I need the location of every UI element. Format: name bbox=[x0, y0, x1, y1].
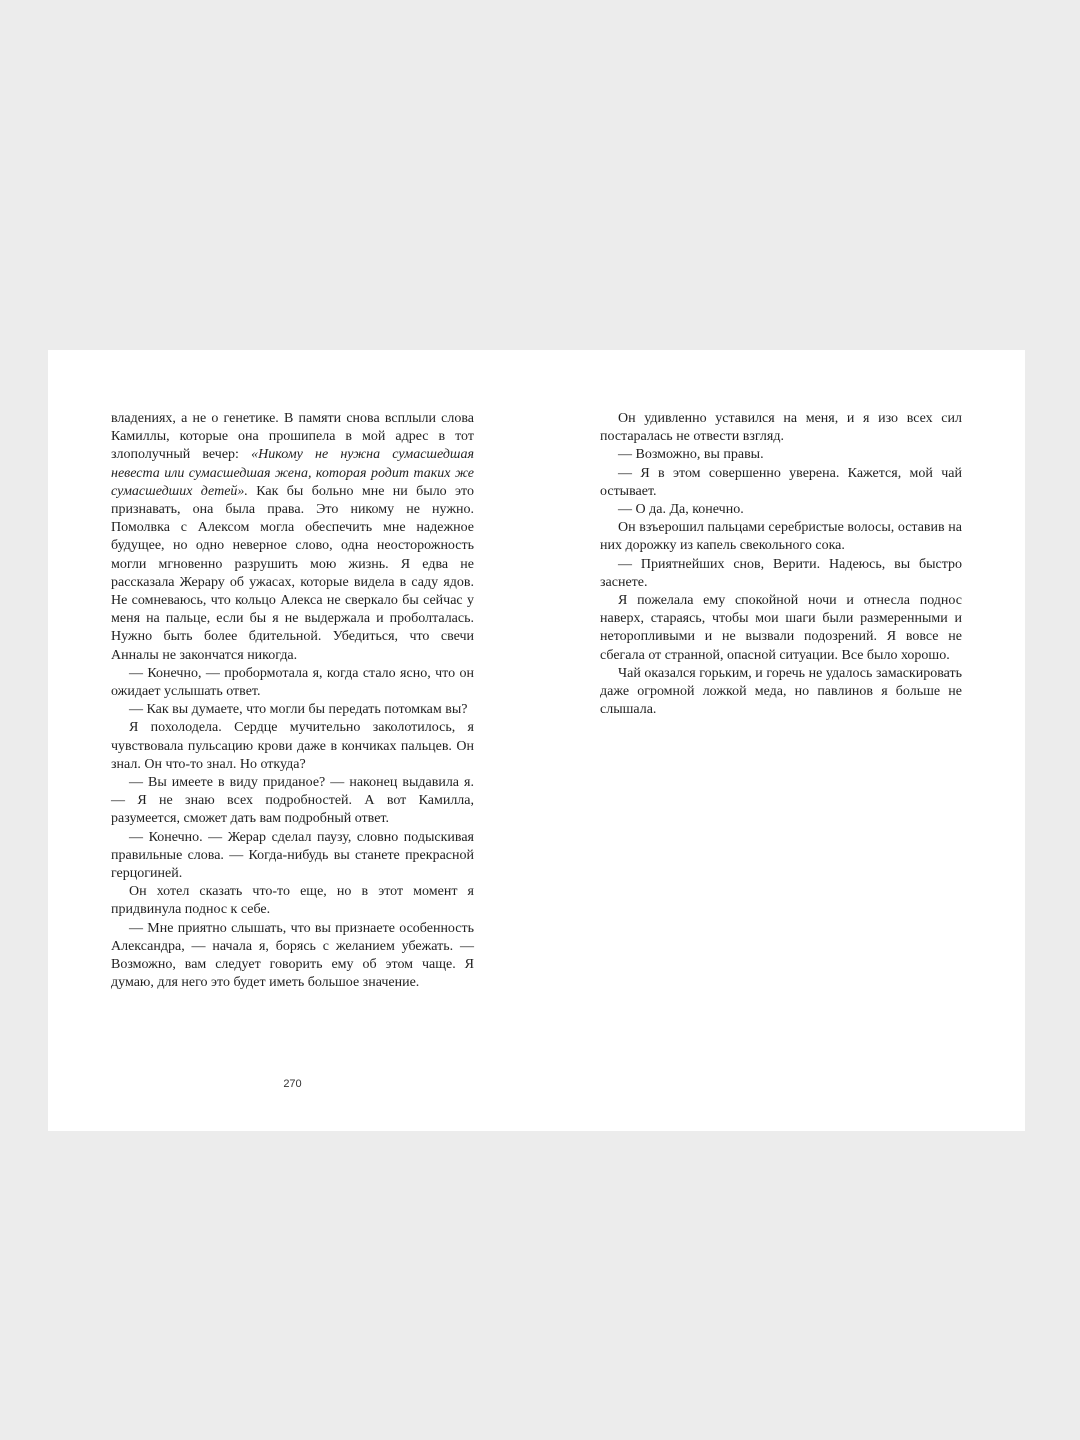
left-page-text bbox=[111, 410, 474, 993]
right-page-text bbox=[600, 410, 962, 719]
paragraph: — О да. Да, конечно. bbox=[618, 502, 744, 518]
paragraph: — Я в этом совершенно уверена. Кажется, мой чай остывает. bbox=[600, 465, 962, 499]
paragraph: — Мне приятно слышать, что вы признаете особенность Александра, — начала я, борясь с желанием убежать. — Возможно, вам следует говорить ему об этом чаще. Я думаю, для него это будет иметь большое значение. bbox=[111, 920, 474, 991]
paragraph: — Конечно. — Жерар сделал паузу, словно подыскивая правильные слова. — Когда-нибудь вы станете прекрасной герцогиней. bbox=[111, 829, 474, 882]
paragraph: Чай оказался горьким, и горечь не удалось замаскировать даже огромной ложкой меда, но павлинов я больше не слышала. bbox=[600, 665, 962, 718]
paragraph: Он удивленно уставился на меня, и я изо всех сил постаралась не отвести взгляд. bbox=[600, 411, 962, 445]
paragraph: — Возможно, вы правы. bbox=[618, 447, 764, 463]
paragraph: Я похолодела. Сердце мучительно заколотилось, я чувствовала пульсацию крови даже в кончиках пальцев. Он знал. Он что-то знал. Но откуда? bbox=[111, 720, 474, 772]
paragraph: — Как вы думаете, что могли бы передать потомкам вы? bbox=[129, 702, 468, 718]
paragraph: Он хотел сказать что-то еще, но в этот момент я придвинула поднос к себе. bbox=[111, 884, 474, 918]
paragraph: — Приятнейших снов, Верити. Надеюсь, вы быстро заснете. bbox=[600, 556, 962, 590]
paragraph: — Конечно, — пробормотала я, когда стало ясно, что он ожидает услышать ответ. bbox=[111, 665, 474, 700]
paragraph-text: Как бы больно мне ни было это признавать, она была права. Это никому не нужно. Помолвка с Алексом могла обеспечить мне надежное будущее, но одно неверное слово, одна неосторожность могли мгновенно разрушить мою жизнь. Я едва не рассказала Жерару об ужасах, которые видела в саду ядов. Не сомневаюсь, что кольцо Алекса не сверкало бы сейчас у меня на пальце, если бы я не выдержала и проболталась. Нужно быть более бдительной. Убедиться, что свечи Анналы не закончатся никогда. bbox=[111, 483, 474, 663]
paragraph bbox=[111, 410, 474, 665]
paragraph: Он взъерошил пальцами серебристые волосы, оставив на них дорожку из капель свекольного сока. bbox=[600, 520, 962, 554]
book-spread bbox=[48, 350, 1025, 1131]
paragraph-text: владениях, а не о генетике. В памяти снова всплыли слова Камиллы, которые она прошипела в мой адрес в тот злополучный вечер: bbox=[111, 411, 474, 463]
paragraph: Я пожелала ему спокойной ночи и отнесла поднос наверх, стараясь, чтобы мои шаги были размеренными и неторопливыми и не вызвали подозрений. Я вовсе не сбегала от странной, опасной ситуации. Все было хорошо. bbox=[600, 593, 962, 663]
page-number: 270 bbox=[283, 1078, 302, 1090]
italic-quote: «Никому не нужна сумасшедшая невеста или сумасшедшая жена, которая родит таких же сумасшедших детей». bbox=[111, 447, 474, 499]
paragraph: — Вы имеете в виду приданое? — наконец выдавила я. — Я не знаю всех подробностей. А вот Камилла, разумеется, сможет дать вам подробный ответ. bbox=[111, 775, 474, 827]
